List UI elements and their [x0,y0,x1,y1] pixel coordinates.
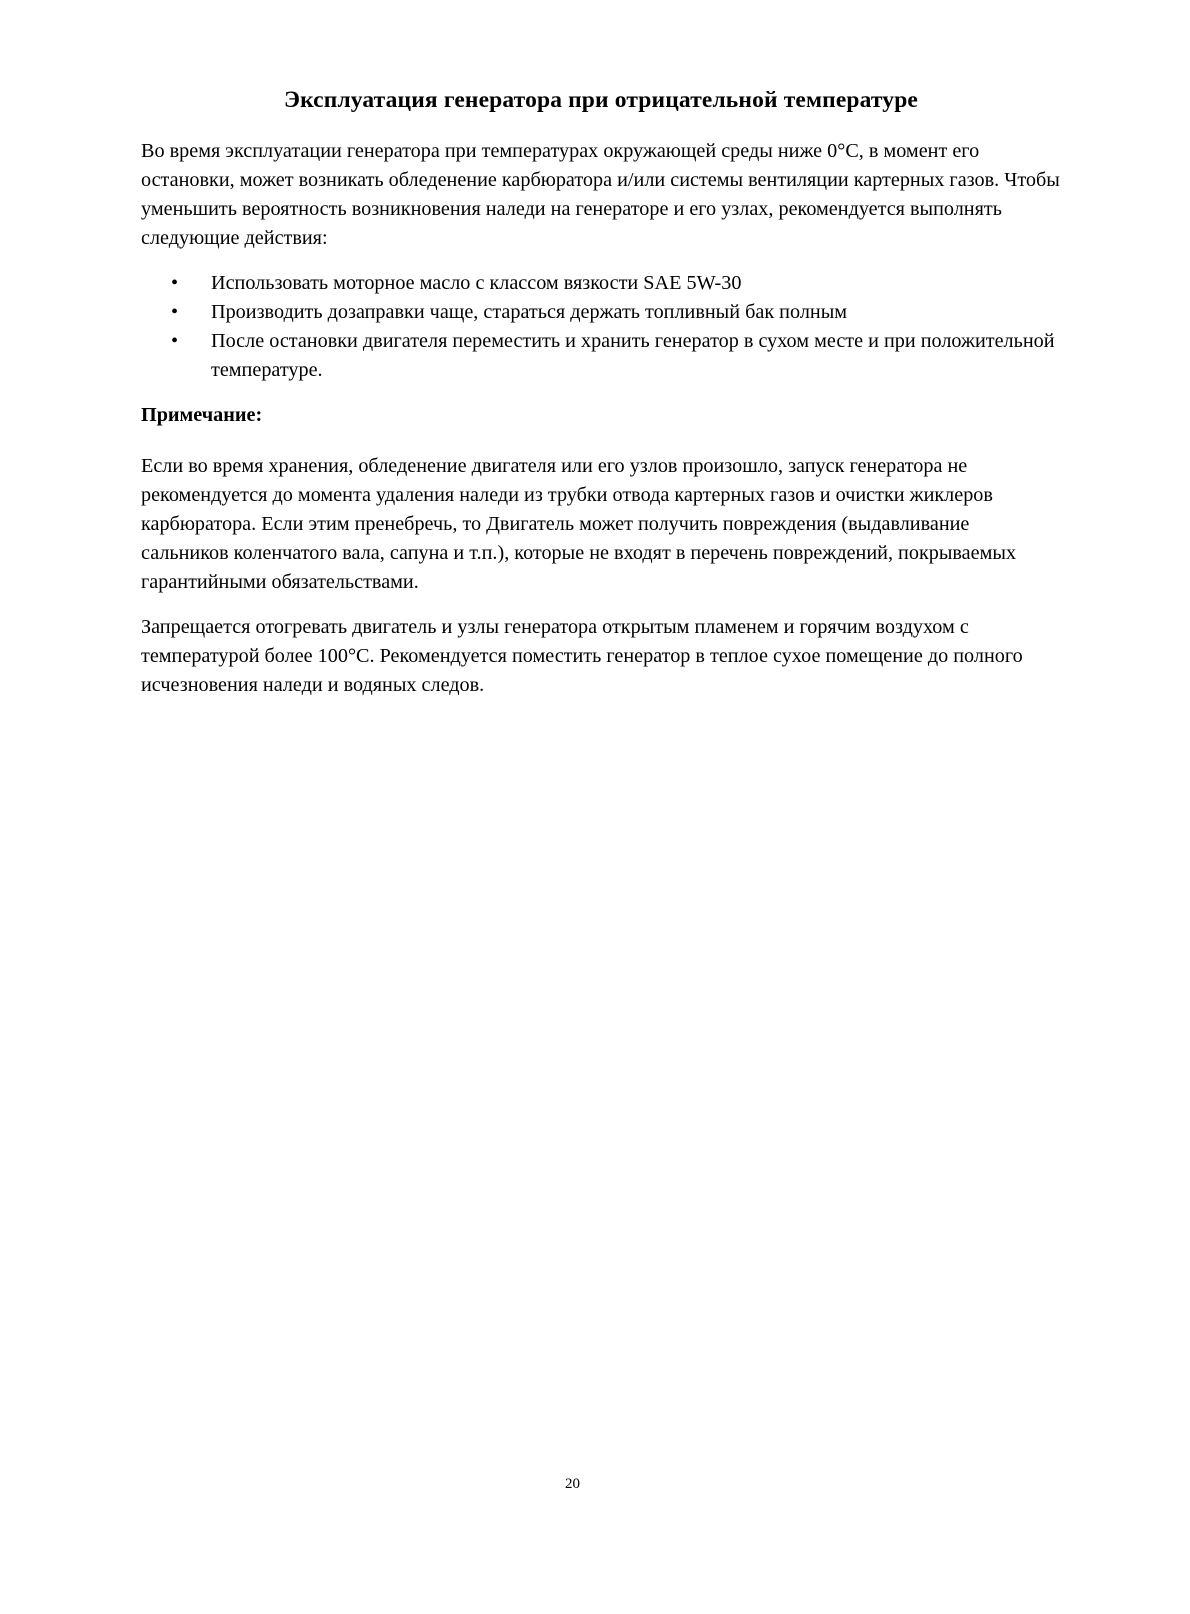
warning-paragraph: Запрещается отогревать двигатель и узлы генератора открытым пламенем и горячим воздухом с температурой более 100°C. Рекомендуется поместить генератор в теплое сухое помещение до полного исчезновения наледи и водяных следов. [141,616,1023,696]
intro-paragraph: Во время эксплуатации генератора при температурах окружающей среды ниже 0°C, в момент его остановки, может возникать обледенение карбюратора и/или системы вентиляции картерных газов. Чтобы уменьшить вероятность возникновения наледи на генераторе и его узлах, рекомендуется выполнять следующие действия: [141,140,1060,249]
list-item [141,269,1061,298]
page-title: Эксплуатация генератора при отрицательной температуре [283,87,918,113]
list-item [141,327,1061,385]
page-number: 20 [565,1476,580,1492]
page-content [141,85,1061,700]
list-item-text: Производить дозаправки чаще, стараться держать топливный бак полным [211,301,848,323]
bullet-icon: • [171,301,179,323]
bullet-icon: • [171,330,179,352]
list-item [141,298,1061,327]
list-item-text: После остановки двигателя переместить и хранить генератор в сухом месте и при положительной температуре. [211,330,1055,381]
bullet-icon: • [171,272,179,294]
recommendations-list [141,269,1061,385]
note-paragraph: Если во время хранения, обледенение двигателя или его узлов произошло, запуск генератора не рекомендуется до момента удаления наледи из трубки отвода картерных газов и очистки жиклеров карбюратора. Если этим пренебречь, то Двигатель может получить повреждения (выдавливание сальников коленчатого вала, сапуна и т.п.), которые не входят в перечень повреждений, покрываемых гарантийными обязательствами. [141,455,1017,593]
note-heading: Примечание: [141,404,263,426]
list-item-text: Использовать моторное масло с классом вязкости SAE 5W-30 [211,272,742,294]
